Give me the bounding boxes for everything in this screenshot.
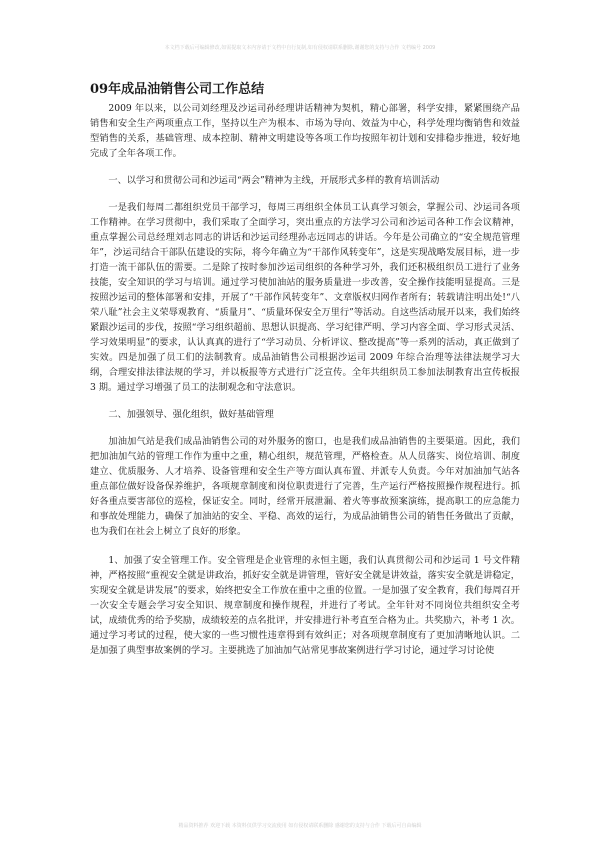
section-heading-2: 二、加强领导、强化组织，做好基础管理	[108, 409, 274, 420]
body-paragraph: 1、加强了安全管理工作。安全管理是企业管理的永恒主题，我们认真贯彻公司和沙运司 1 号文件精神，严格按照“重视安全就是讲政治，抓好安全就是讲管理，管好安全就是讲效益，落实安全就是讲稳定，实现安全就是讲发展”的要求，始终把安全工作放在重中之重的位置。一是加强了安全教育，我们每周召开一次安全专题会学习安全知识、规章制度和操作规程，并进行了考试。全年针对不同岗位共组织安全考试，成绩优秀的给予奖励，成绩较差的点名批评，并安排进行补考直至合格为止。共奖励六，补考 1 次。通过学习考试的过程，使大家的一些习惯性违章得到有效纠正；对各项规章制度有了更加清晰地认识。二是加强了典型事故案例的学习。主要挑选了加油加气站常见事故案例进行学习讨论，通过学习讨论使	[90, 555, 520, 656]
intro-paragraph: 2009 年以来，以公司刘经理及沙运司孙经理讲话精神为契机，精心部署，科学安排，紧紧围绕产品销售和安全生产两项重点工作，坚持以生产为根本、市场为导向、效益为中心，科学处理均衡销售和效益型销售的关系，基础管理、成本控制、精神文明建设等各项工作均按照年初计划和安排稳步推进，较好地完成了全年各项工作。	[90, 103, 520, 159]
document-title: 09年成品油销售公司工作总结	[90, 82, 265, 97]
watermark-footer: 精品资料推荐 欢迎下载 本资料仅供学习交流使用 如有侵权请联系删除 感谢您的支持与合作 下载后可自由编辑	[178, 823, 422, 829]
document-body	[90, 101, 520, 813]
body-paragraph: 加油加气站是我们成品油销售公司的对外服务的窗口，也是我们成品油销售的主要渠道。因此，我们把加油加气站的管理工作作为重中之重，精心组织，规范管理，严格检查。从人员落实、岗位培训、制度建立、优质服务、人才培养、设备管理和安全生产等方面认真布置、并派专人负责。今年对加油加气站各重点部位做好设备保养维护，各项规章制度和岗位职责进行了完善，生产运行严格按照操作规程进行。抓好各重点要害部位的巡检，保证安全。同时，经常开展泄漏、着火等事故预案演练，提高职工的应急能力和事故处理能力，确保了加油站的安全、平稳、高效的运行，为成品油销售公司的销售任务做出了贡献，也为我们在社会上树立了良好的形象。	[90, 436, 520, 537]
section-heading-1: 一、以学习和贯彻公司和沙运司“两会”精神为主线，开展形式多样的教育培训活动	[108, 175, 440, 186]
body-paragraph: 一是我们每周二都组织党员干部学习，每周三再组织全体员工认真学习领会，掌握公司、沙运司各项工作精神。在学习贯彻中，我们采取了全面学习，突出重点的方法学习公司和沙运司各种工作会议精神，重点掌握公司总经理刘志同志的讲话和沙运司经理孙志远同志的讲话。今年是公司确立的“安全规范管理年”，沙运司结合干部队伍建设的实际，将今年确立为“干部作风转变年”，这是实现战略发展目标，进一步打造一流干部队伍的需要。二是除了按时参加沙运司组织的各种学习外，我们还积极组织员工进行了业务技能，安全知识的学习与培训。通过学习使加油站的服务质量进一步改善，安全操作技能明显提高。三是按照沙运司的整体部署和安排，开展了“干部作风转变年”、文章版权归网作者所有；转载请注明出处!“八荣八耻”社会主义荣辱观教育、“质量月”、“质量环保安全万里行”等活动。自这些活动展开以来，我们始终紧跟沙运司的步伐，按照“学习组织超前、思想认识提高、学习纪律严明、学习内容全面、学习形式灵活、学习效果明显”的要求，认认真真的进行了“学习动员、分析评议、整改提高”等一系列的活动，真正做到了实效。四是加强了员工们的法制教育。成品油销售公司根据沙运司 2009 年综合治理等法律法规学习大纲，合理安排法律法规的学习，并以板报等方式进行广泛宣传。全年共组织员工参加法制教育出宣传板报 3 期。通过学习增强了员工的法制观念和守法意识。	[90, 202, 520, 393]
watermark-header: 本文档下载后可编辑修改,如需提取文本内容请于文档中自行复制,如有侵权请联系删除,谢谢您的支持与合作 文档编号 2009	[164, 45, 436, 51]
